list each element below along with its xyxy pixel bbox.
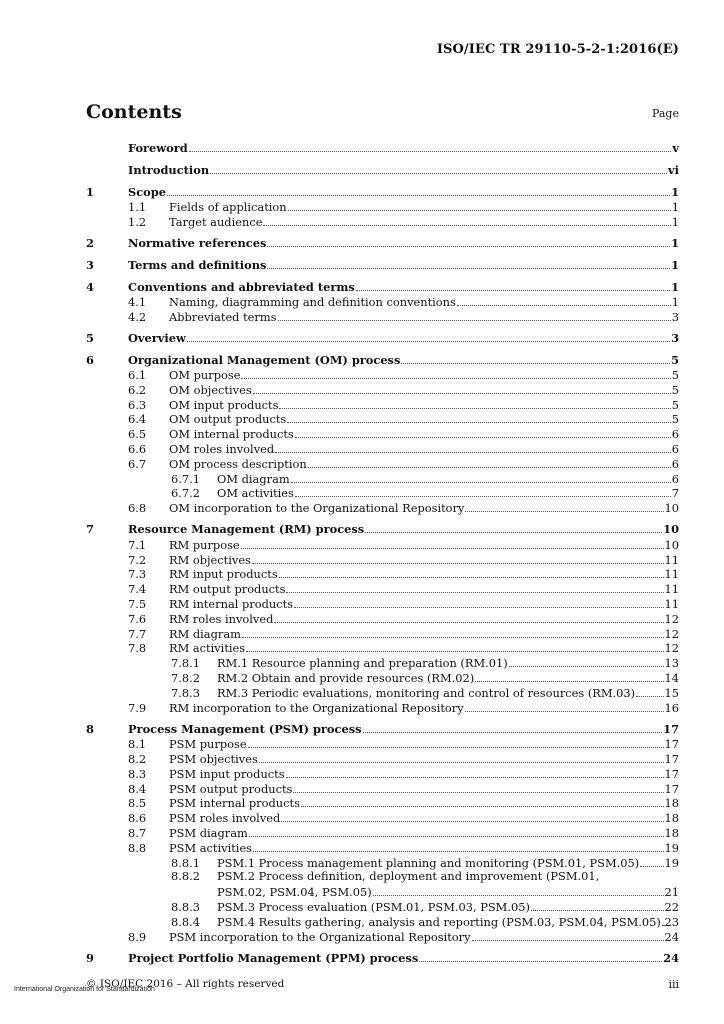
dot-leader: [263, 214, 670, 226]
toc-entry-title: RM purpose: [169, 537, 240, 552]
dot-leader: [662, 914, 664, 926]
dot-leader: [259, 751, 664, 763]
toc-entry-title: Fields of application: [169, 199, 287, 214]
toc-entry-page: 18: [664, 811, 679, 826]
toc-entry-title: PSM output products: [169, 781, 293, 796]
toc-entry-number: 6.7.2: [171, 486, 200, 501]
toc-entry-title: PSM.2 Process definition, deployment and improvement (PSM.01,: [217, 869, 600, 884]
dot-leader: [288, 199, 671, 211]
toc-entry-number: 8.5: [128, 796, 147, 811]
toc-entry-page: 1: [671, 214, 679, 229]
toc-entry-number: 8.8.1: [171, 855, 200, 870]
toc-entry-page: 5: [671, 382, 679, 397]
toc-entry-page: 10: [663, 522, 679, 537]
toc-entry-number: 6.3: [128, 397, 147, 412]
dot-leader: [472, 929, 664, 941]
toc-entry-title: PSM internal products: [169, 796, 300, 811]
toc-entry-title: RM diagram: [169, 626, 241, 641]
dot-leader: [457, 294, 671, 306]
dot-leader: [167, 184, 670, 196]
toc-entry[interactable]: [86, 500, 679, 515]
toc-entry[interactable]: [86, 426, 679, 441]
toc-entry-title: PSM roles involved: [169, 811, 281, 826]
toc-entry-title: PSM diagram: [169, 825, 248, 840]
toc-entry[interactable]: [86, 825, 679, 840]
toc-entry-title: Naming, diagramming and definition conventions: [169, 294, 456, 309]
dot-leader: [365, 521, 662, 533]
toc-entry-number: 1.1: [128, 199, 147, 214]
dot-leader: [274, 611, 663, 623]
toc-entry-number: 6.8: [128, 501, 147, 516]
dot-leader: [279, 566, 664, 578]
toc-entry[interactable]: [86, 840, 679, 855]
toc-entry-title: OM objectives: [169, 382, 252, 397]
toc-entry-title: Project Portfolio Management (PPM) process: [128, 950, 419, 965]
toc-entry-title: PSM incorporation to the Organizational Repository: [169, 929, 471, 944]
toc-entry-title: RM input products: [169, 567, 278, 582]
toc-entry-title: PSM.3 Process evaluation (PSM.01, PSM.03, PSM.05): [217, 899, 530, 914]
toc-entry[interactable]: [86, 279, 679, 294]
toc-entry-title: OM diagram: [217, 471, 290, 486]
toc-entry-page: 6: [671, 456, 679, 471]
dot-leader: [287, 411, 671, 423]
toc-entry-page: 1: [671, 294, 679, 309]
toc-entry-title: Abbreviated terms: [169, 309, 277, 324]
toc-entry[interactable]: [86, 655, 679, 670]
toc-entry-title: RM roles involved: [169, 611, 274, 626]
toc-entry-title: Foreword: [128, 141, 188, 155]
toc-entry[interactable]: [86, 640, 679, 655]
toc-entry[interactable]: [86, 456, 679, 471]
toc-entry-title: PSM.1 Process management planning and monitoring (PSM.01, PSM.05): [217, 855, 640, 870]
toc-entry-number: 1.2: [128, 214, 147, 229]
toc-entry-number: 6: [86, 352, 94, 367]
dot-leader: [291, 471, 671, 483]
toc-entry[interactable]: [86, 352, 679, 367]
dot-leader: [278, 309, 671, 321]
toc-entry-title: Introduction: [128, 162, 210, 177]
toc-entry-title: RM output products: [169, 582, 286, 597]
toc-entry-number: 7.8: [128, 641, 147, 656]
toc-entry-page: 12: [664, 641, 679, 656]
dot-leader: [465, 700, 664, 712]
toc-entry-number: 7.4: [128, 582, 147, 597]
toc-entry[interactable]: [86, 257, 679, 272]
dot-leader: [401, 352, 670, 364]
toc-entry[interactable]: [86, 214, 679, 229]
toc-entry[interactable]: [86, 294, 679, 309]
toc-entry-page: v: [672, 141, 679, 155]
page-title: Contents: [86, 101, 182, 123]
toc-entry-number: 4: [86, 279, 94, 294]
toc-entry[interactable]: [86, 855, 679, 870]
toc-entry-title: RM incorporation to the Organizational Repository: [169, 700, 464, 715]
toc-entry[interactable]: [86, 367, 679, 382]
toc-entry-title: PSM objectives: [169, 751, 258, 766]
toc-entry-number: 8.9: [128, 929, 147, 944]
dot-leader: [419, 950, 662, 962]
toc-entry-page: 11: [664, 552, 679, 567]
toc-entry-title: PSM activities: [169, 840, 253, 855]
toc-entry-page: 5: [671, 352, 679, 367]
toc-entry-number: 1: [86, 184, 94, 199]
toc-entry-page: 1: [671, 279, 679, 294]
toc-entry-title: Conventions and abbreviated terms: [128, 279, 355, 294]
toc-entry-page: 15: [664, 685, 679, 700]
toc-entry-page: 12: [664, 626, 679, 641]
toc-entry-page: 23: [664, 914, 679, 929]
toc-entry-number: 6.4: [128, 412, 147, 427]
dot-leader: [295, 485, 671, 497]
toc-entry-page: 10: [664, 501, 679, 516]
watermark-text: International Organization for Standardization: [14, 986, 155, 993]
toc-entry-number: 8.8.2: [171, 869, 200, 884]
toc-entry-title: OM process description: [169, 456, 307, 471]
toc-entry-page: 19: [664, 840, 679, 855]
toc-entry-page: 6: [671, 471, 679, 486]
toc-entry[interactable]: [86, 199, 679, 214]
toc-entry-page: 5: [671, 397, 679, 412]
toc-entry[interactable]: [86, 670, 679, 685]
toc-entry-page: 14: [664, 670, 679, 685]
dot-leader: [286, 766, 664, 778]
toc-entry[interactable]: [86, 914, 679, 929]
toc-entry[interactable]: [86, 736, 679, 751]
toc-entry-title: Target audience: [169, 214, 263, 229]
toc-entry[interactable]: [86, 162, 679, 177]
toc-entry-page: 17: [664, 751, 679, 766]
toc-entry-title: RM objectives: [169, 552, 251, 567]
toc-entry-number: 6.1: [128, 368, 147, 383]
page-number: iii: [668, 978, 679, 991]
dot-leader: [636, 685, 663, 697]
toc-entry-title: Terms and definitions: [128, 257, 267, 272]
toc-entry-page: vi: [668, 162, 679, 177]
toc-entry-page: 18: [664, 796, 679, 811]
dot-leader: [187, 330, 670, 342]
toc-entry[interactable]: [86, 330, 679, 345]
toc-entry-page: 24: [664, 929, 679, 944]
dot-leader: [189, 140, 672, 152]
toc-entry-number: 6.5: [128, 427, 147, 442]
page-column-label: Page: [651, 107, 679, 120]
toc-entry-title: OM output products: [169, 412, 287, 427]
dot-leader: [267, 257, 670, 269]
toc-entry-number: 7: [86, 522, 94, 537]
toc-entry-title: PSM.02, PSM.04, PSM.05): [217, 885, 372, 900]
toc-entry-page: 6: [671, 442, 679, 457]
dot-leader: [248, 736, 664, 748]
toc-entry[interactable]: [86, 140, 679, 155]
dot-leader: [279, 397, 670, 409]
toc-entry[interactable]: [86, 685, 679, 700]
toc-entry[interactable]: [86, 581, 679, 596]
toc-entry[interactable]: [86, 537, 679, 552]
toc-entry-page: 11: [664, 567, 679, 582]
toc-entry-number: 4.1: [128, 294, 147, 309]
toc-entry-number: 8.8.3: [171, 899, 200, 914]
toc-entry-page: 6: [671, 427, 679, 442]
toc-entry[interactable]: [86, 382, 679, 397]
dot-leader: [308, 456, 671, 468]
toc-entry-page: 5: [671, 412, 679, 427]
toc-entry-title: OM activities: [217, 486, 294, 501]
dot-leader: [531, 899, 664, 911]
toc-entry-page: 13: [664, 656, 679, 671]
toc-entry-page: 7: [671, 486, 679, 501]
document-id: ISO/IEC TR 29110-5-2-1:2016(E): [436, 42, 679, 57]
toc-entry[interactable]: [86, 781, 679, 796]
toc-entry-title: RM.1 Resource planning and preparation (RM.01): [217, 656, 508, 671]
toc-entry[interactable]: [86, 626, 679, 641]
toc-entry-title: Process Management (PSM) process: [128, 721, 362, 736]
dot-leader: [600, 869, 678, 880]
toc-entry-title: OM purpose: [169, 368, 241, 383]
toc-entry-number: 8.8: [128, 840, 147, 855]
toc-entry-number: 7.8.2: [171, 670, 200, 685]
toc-entry-number: 8.1: [128, 737, 147, 752]
dot-leader: [509, 655, 664, 667]
toc-entry[interactable]: [86, 751, 679, 766]
toc-entry-number: 8: [86, 721, 94, 736]
toc-entry[interactable]: [86, 596, 679, 611]
toc-entry-number: 7.6: [128, 611, 147, 626]
toc-entry[interactable]: [86, 810, 679, 825]
dot-leader: [363, 721, 663, 733]
toc-entry-page: 1: [671, 257, 679, 272]
toc-entry-number: 3: [86, 257, 94, 272]
toc-entry[interactable]: [86, 721, 679, 736]
toc-entry[interactable]: [86, 235, 679, 250]
toc-entry-page: 19: [664, 855, 679, 870]
toc-entry-title: RM internal products: [169, 596, 294, 611]
dot-leader: [301, 795, 664, 807]
toc-entry-number: 7.5: [128, 596, 147, 611]
toc-entry-page: 22: [664, 899, 679, 914]
toc-entry-title: OM roles involved: [169, 442, 275, 457]
toc-entry-page: 1: [671, 235, 679, 250]
dot-leader: [210, 162, 667, 174]
dot-leader: [294, 596, 663, 608]
dot-leader: [275, 441, 671, 453]
toc-entry-number: 7.8.3: [171, 685, 200, 700]
toc-entry[interactable]: [86, 309, 679, 324]
toc-entry-title: Scope: [128, 184, 166, 199]
toc-entry[interactable]: [86, 884, 679, 899]
toc-entry-title: RM.2 Obtain and provide resources (RM.02): [217, 670, 475, 685]
toc-entry-page: 3: [671, 330, 679, 345]
dot-leader: [242, 626, 664, 638]
dot-leader: [241, 367, 670, 379]
toc-entry-number: 6.2: [128, 382, 147, 397]
toc-entry-page: 1: [671, 199, 679, 214]
toc-entry[interactable]: [86, 485, 679, 500]
toc-entry[interactable]: [86, 950, 679, 965]
toc-entry-number: 8.4: [128, 781, 147, 796]
toc-entry-number: 6.6: [128, 442, 147, 457]
dot-leader: [281, 810, 663, 822]
toc-entry-title: RM.3 Periodic evaluations, monitoring and control of resources (RM.03): [217, 685, 636, 700]
dot-leader: [286, 581, 663, 593]
toc-entry-number: 7.3: [128, 567, 147, 582]
toc-entry-number: 5: [86, 330, 94, 345]
toc-entry-title: PSM.4 Results gathering, analysis and reporting (PSM.03, PSM.04, PSM.05): [217, 914, 661, 929]
toc-entry-number: 8.8.4: [171, 914, 200, 929]
toc-entry-number: 6.7.1: [171, 471, 200, 486]
toc-entry[interactable]: [86, 795, 679, 810]
toc-entry-page: 17: [664, 766, 679, 781]
toc-entry-page: 16: [664, 700, 679, 715]
toc-entry[interactable]: [86, 471, 679, 486]
toc-entry[interactable]: [86, 929, 679, 944]
dot-leader: [373, 884, 664, 896]
dot-leader: [475, 670, 663, 682]
dot-leader: [253, 382, 671, 394]
toc-entry-page: 18: [664, 825, 679, 840]
toc-entry-page: 11: [664, 582, 679, 597]
toc-entry[interactable]: [86, 766, 679, 781]
toc-entry-page: 11: [664, 596, 679, 611]
toc-entry-title: OM input products: [169, 397, 279, 412]
toc-entry[interactable]: [86, 611, 679, 626]
toc-entry-page: 17: [664, 737, 679, 752]
toc-entry-number: 7.9: [128, 700, 147, 715]
dot-leader: [295, 426, 671, 438]
toc-entry-title: RM activities: [169, 641, 246, 656]
toc-entry[interactable]: [86, 184, 679, 199]
toc-entry-number: 8.3: [128, 766, 147, 781]
toc-entry-page: 17: [663, 721, 679, 736]
toc-entry-number: 7.2: [128, 552, 147, 567]
toc-entry-page: 21: [664, 885, 679, 900]
dot-leader: [356, 279, 670, 291]
toc-entry[interactable]: [86, 899, 679, 914]
toc-entry-title: PSM purpose: [169, 737, 247, 752]
toc-entry-number: 9: [86, 950, 94, 965]
toc-entry[interactable]: [86, 700, 679, 715]
toc-entry-title: Resource Management (RM) process: [128, 522, 365, 537]
toc-entry-title: OM incorporation to the Organizational Repository: [169, 501, 465, 516]
toc-entry-number: 7.1: [128, 537, 147, 552]
toc-entry-number: 7.7: [128, 626, 147, 641]
dot-leader: [640, 855, 663, 867]
toc-entry-page: 17: [664, 781, 679, 796]
toc-entry-page: 1: [671, 184, 679, 199]
toc-entry-title: Normative references: [128, 235, 267, 250]
toc-entry-number: 6.7: [128, 456, 147, 471]
dot-leader: [249, 825, 664, 837]
toc-entry-number: 8.6: [128, 811, 147, 826]
toc-entry-title: OM internal products: [169, 427, 294, 442]
toc-entry-page: 12: [664, 611, 679, 626]
table-of-contents: [86, 140, 679, 965]
toc-entry[interactable]: [86, 441, 679, 456]
dot-leader: [252, 552, 664, 564]
dot-leader: [246, 640, 663, 652]
toc-entry-number: 8.2: [128, 751, 147, 766]
dot-leader: [253, 840, 663, 852]
toc-entry-number: 2: [86, 235, 94, 250]
copyright-notice: © ISO/IEC 2016 – All rights reserved: [86, 978, 285, 990]
toc-entry-page: 3: [671, 309, 679, 324]
dot-leader: [293, 781, 663, 793]
toc-entry-title: Organizational Management (OM) process: [128, 352, 401, 367]
toc-entry-number: 7.8.1: [171, 656, 200, 671]
toc-entry[interactable]: [86, 411, 679, 426]
toc-entry[interactable]: [86, 869, 679, 884]
dot-leader: [241, 537, 664, 549]
toc-entry-title: Overview: [128, 330, 186, 345]
toc-entry-title: PSM input products: [169, 766, 285, 781]
toc-entry-page: 5: [671, 368, 679, 383]
toc-entry[interactable]: [86, 552, 679, 567]
toc-entry-page: 10: [664, 537, 679, 552]
toc-entry[interactable]: [86, 397, 679, 412]
toc-entry-number: 8.7: [128, 825, 147, 840]
dot-leader: [267, 235, 670, 247]
dot-leader: [465, 500, 663, 512]
toc-entry-page: 24: [663, 950, 679, 965]
toc-entry[interactable]: [86, 566, 679, 581]
toc-entry-number: 4.2: [128, 309, 147, 324]
toc-entry[interactable]: [86, 521, 679, 536]
